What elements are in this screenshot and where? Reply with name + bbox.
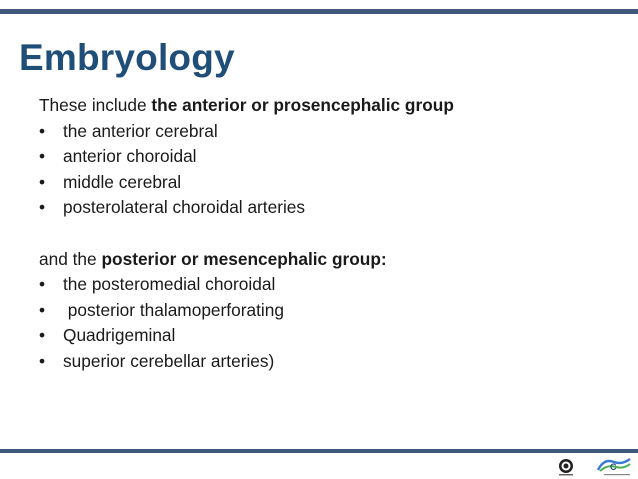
second-intro-bold: posterior or mesencephalic group: [101,248,387,269]
second-intro-line [39,247,599,273]
second-intro-prefix: and the [39,248,102,269]
intro-line [39,93,599,119]
list-item-text: anterior choroidal [63,146,197,167]
list-item-text: superior cerebellar arteries) [63,350,275,371]
bullet-icon: • [39,325,46,346]
bullet-icon: • [39,274,46,295]
svg-text:C: C [610,462,617,472]
intro-prefix: These include [39,95,152,115]
list-item [39,272,599,298]
bullet-icon: • [39,299,46,320]
list-item [39,170,599,196]
list-item-text: posterior thalamoperforating [63,299,284,320]
list-item [39,349,599,375]
list-item [39,323,599,349]
slide-body [39,93,599,375]
list-item [39,195,599,221]
list-item-text: Quadrigeminal [63,325,176,346]
list-item [39,144,599,170]
list-item [39,119,599,145]
bullet-icon: • [39,120,46,141]
list-item-text: posterolateral choroidal arteries [63,197,306,218]
list-item-text: the anterior cerebral [63,120,218,141]
bullet-icon: • [39,146,46,167]
slide-title: Embryology [19,37,235,78]
paragraph-gap [39,221,599,247]
list-item-text: middle cerebral [63,171,182,192]
bullet-icon: • [39,350,46,371]
hospital-logo-icon [596,456,632,478]
intro-bold: the anterior or prosencephalic group [151,95,454,115]
list-item-text: the posteromedial choroidal [63,274,276,295]
list-item [39,298,599,324]
institution-seal-icon [556,457,576,477]
top-rule [0,9,638,14]
bullet-icon: • [39,171,46,192]
bottom-rule [0,449,638,453]
bullet-icon: • [39,197,46,218]
